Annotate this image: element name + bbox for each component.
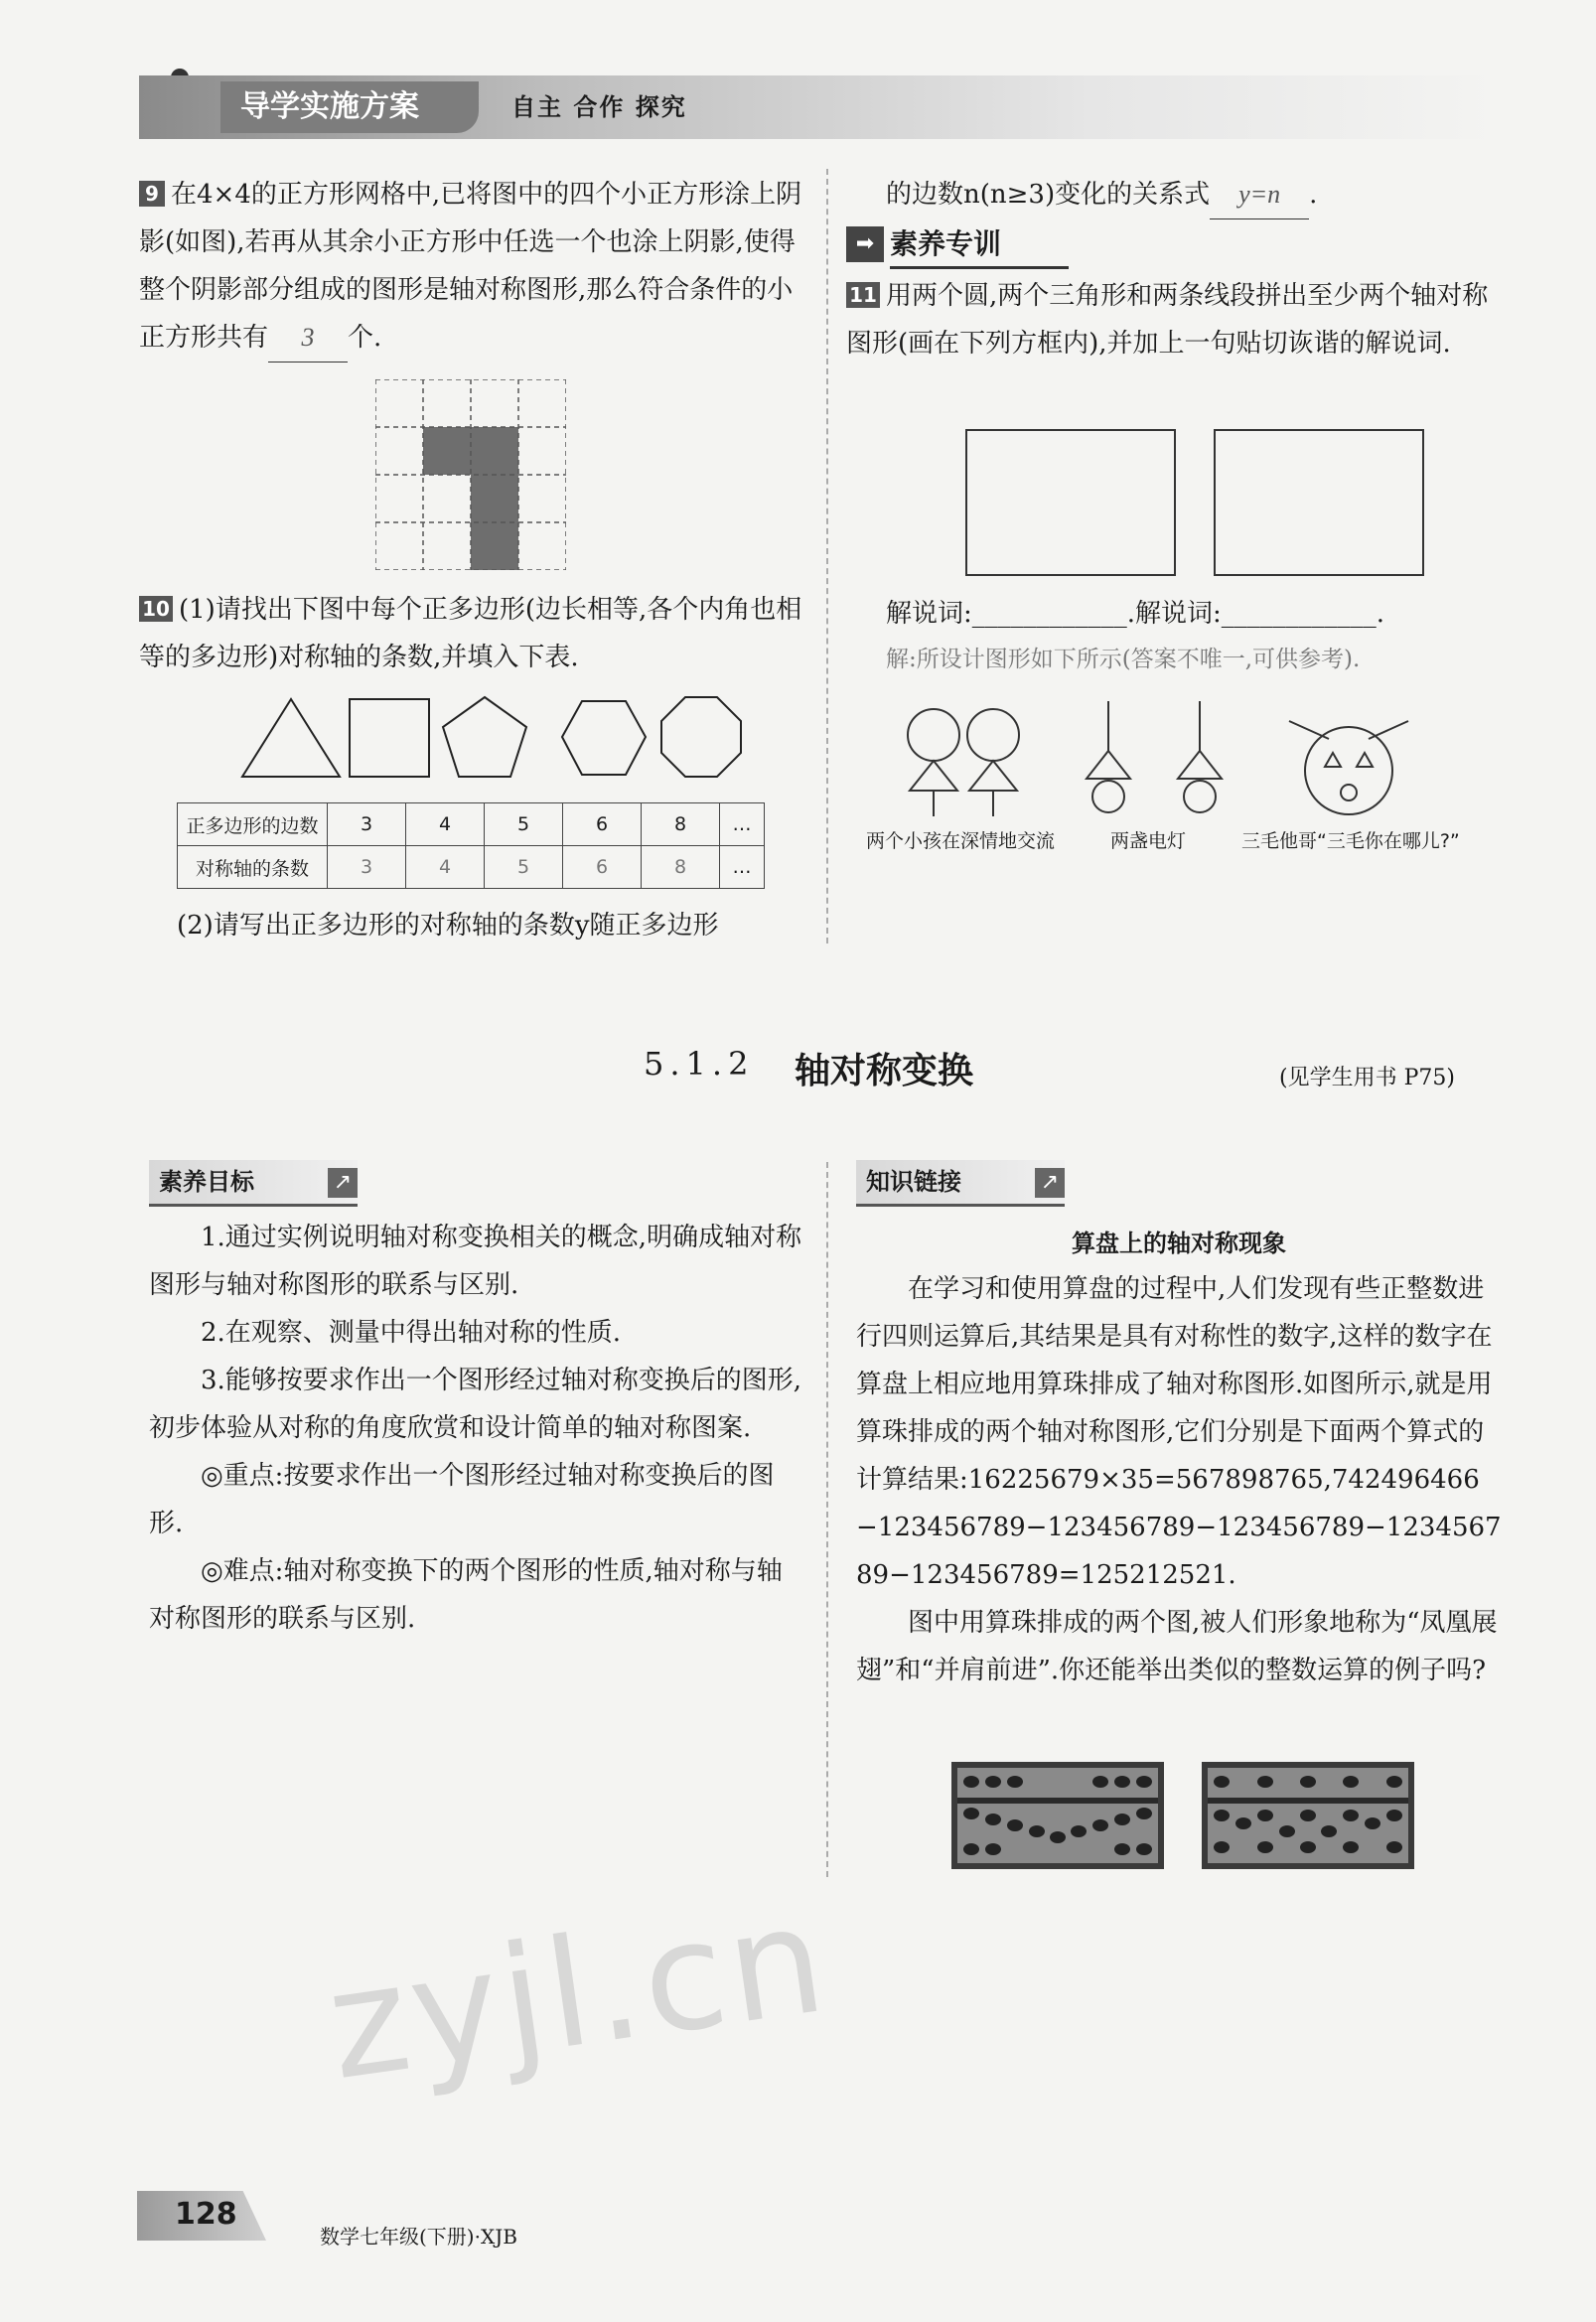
question-number: 9 [139,181,165,207]
polygons-figure [236,693,753,783]
drawing-box-2 [1214,429,1424,576]
table-cell: 3 [328,846,406,889]
answer-blank: y=n [1210,171,1309,219]
table-cell: 6 [563,803,642,846]
table-row [178,846,765,889]
table-cell: … [720,803,765,846]
goal-item: 3.能够按要求作出一个图形经过轴对称变换后的图形,初步体验从对称的角度欣赏和设计简单的轴对称图案. [149,1366,802,1443]
knowledge-paragraph: 图中用算珠排成的两个图,被人们形象地称为“凤凰展翅”和“并肩前进”.你还能举出类似的整数运算的例子吗? [856,1608,1498,1685]
grid-figure [375,379,566,570]
table-cell: 4 [406,803,485,846]
figure-label-lamps: 两盏电灯 [1110,830,1187,852]
solution-text: 解:所设计图形如下所示(答案不唯一,可供参考). [886,647,1361,672]
abacus-side-by-side-image [1202,1762,1414,1869]
pentagon-shape [443,697,526,777]
answer-blank: 3 [268,314,348,363]
footer-book: 数学七年级(下册)·XJB [320,2225,517,2249]
goal-item: 2.在观察、测量中得出轴对称的性质. [201,1318,622,1348]
hexagon-shape [562,701,646,775]
table-cell: 8 [642,846,720,889]
column-divider [826,1162,828,1877]
knowledge-title: 算盘上的轴对称现象 [1072,1230,1286,1257]
question-9 [139,171,802,363]
header-title: 导学实施方案 [220,81,479,133]
knowledge-tag: 知识链接 [856,1160,1065,1207]
figure-label-kids: 两个小孩在深情地交流 [866,830,1056,852]
section-title: 轴对称变换 [795,1051,974,1091]
table-cell: 3 [328,803,406,846]
caption-line: 解说词:____________.解说词:____________. [886,599,1385,629]
goal-item: 1.通过实例说明轴对称变换相关的概念,明确成轴对称图形与轴对称图形的联系与区别. [149,1223,802,1300]
figure-label-sanmao: 三毛他哥“三毛你在哪儿?” [1241,830,1460,852]
abacus-phoenix-image [951,1762,1164,1869]
question-11: 11 用两个圆,两个三角形和两条线段拼出至少两个轴对称图形(画在下列方框内),并加上一句贴切诙谐的解说词. [846,281,1489,359]
axis-count-table [177,802,765,889]
section-number: 5.1.2 [644,1045,755,1083]
arrow-icon: ➡ [846,226,884,262]
sanmao-face-figure [1289,721,1408,814]
column-divider [826,169,828,943]
goals-tag: 素养目标 [149,1160,358,1207]
knowledge-paragraph: 在学习和使用算盘的过程中,人们发现有些正整数进行四则运算后,其结果是具有对称性的数字,这样的数字在算盘上相应地用算珠排成了轴对称图形.如图所示,就是用算珠排成的两个轴对称图形,它们分别是下面两个算式的计算结果:16225679×35=567898765,742496466−123456789−123456789−123456789−123456789−123456789=125212521. [856,1274,1502,1590]
question-10-part2: (2)请写出正多边形的对称轴的条数y随正多边形 [177,911,719,941]
question-suffix: 个. [348,323,382,353]
arrow-icon: ↗ [328,1168,358,1198]
knowledge-body [856,1265,1508,1694]
question-part1: (1)请找出下图中每个正多边形(边长相等,各个内角也相等的多边形)对称轴的条数,并填入下表. [139,595,802,672]
goal-difficulty: ◎难点:轴对称变换下的两个图形的性质,轴对称与轴对称图形的联系与区别. [149,1556,783,1634]
table-cell: … [720,846,765,889]
square-shape [350,699,429,777]
question-10 [139,586,806,681]
watermark: zyjl.cn [318,1872,838,2114]
two-lamps-figure [1087,701,1222,812]
question-number: 11 [846,282,880,308]
question-10-cont: 的边数n(n≥3)变化的关系式 y=n . [886,171,1522,219]
goals-list [149,1214,804,1643]
question-text: 在4×4的正方形网格中,已将图中的四个小正方形涂上阴影(如图),若再从其余小正方形中任选一个也涂上阴影,使得整个阴影部分组成的图形是轴对称图形,那么符合条件的小正方形共有 [139,180,802,353]
triangle-shape [242,699,340,777]
section-ref: (见学生用书 P75) [1279,1066,1455,1090]
goal-key-point: ◎重点:按要求作出一个图形经过轴对称变换后的图形. [149,1461,775,1538]
table-cell: 8 [642,803,720,846]
table-cell: 6 [563,846,642,889]
two-kids-figure [908,709,1019,816]
section-tag-training: ➡ 素养专训 [846,222,1065,266]
table-cell: 5 [485,803,563,846]
page-number: 128 [175,2197,237,2232]
table-cell: 5 [485,846,563,889]
drawing-box-1 [965,429,1176,576]
solution-figures [862,701,1498,820]
arrow-icon: ↗ [1035,1168,1065,1198]
header-subtitle: 自主 合作 探究 [511,93,687,121]
table-row-label: 正多边形的边数 [178,803,328,846]
table-row-label: 对称轴的条数 [178,846,328,889]
table-cell: 4 [406,846,485,889]
question-number: 10 [139,596,173,622]
octagon-shape [661,697,741,777]
table-row [178,803,765,846]
